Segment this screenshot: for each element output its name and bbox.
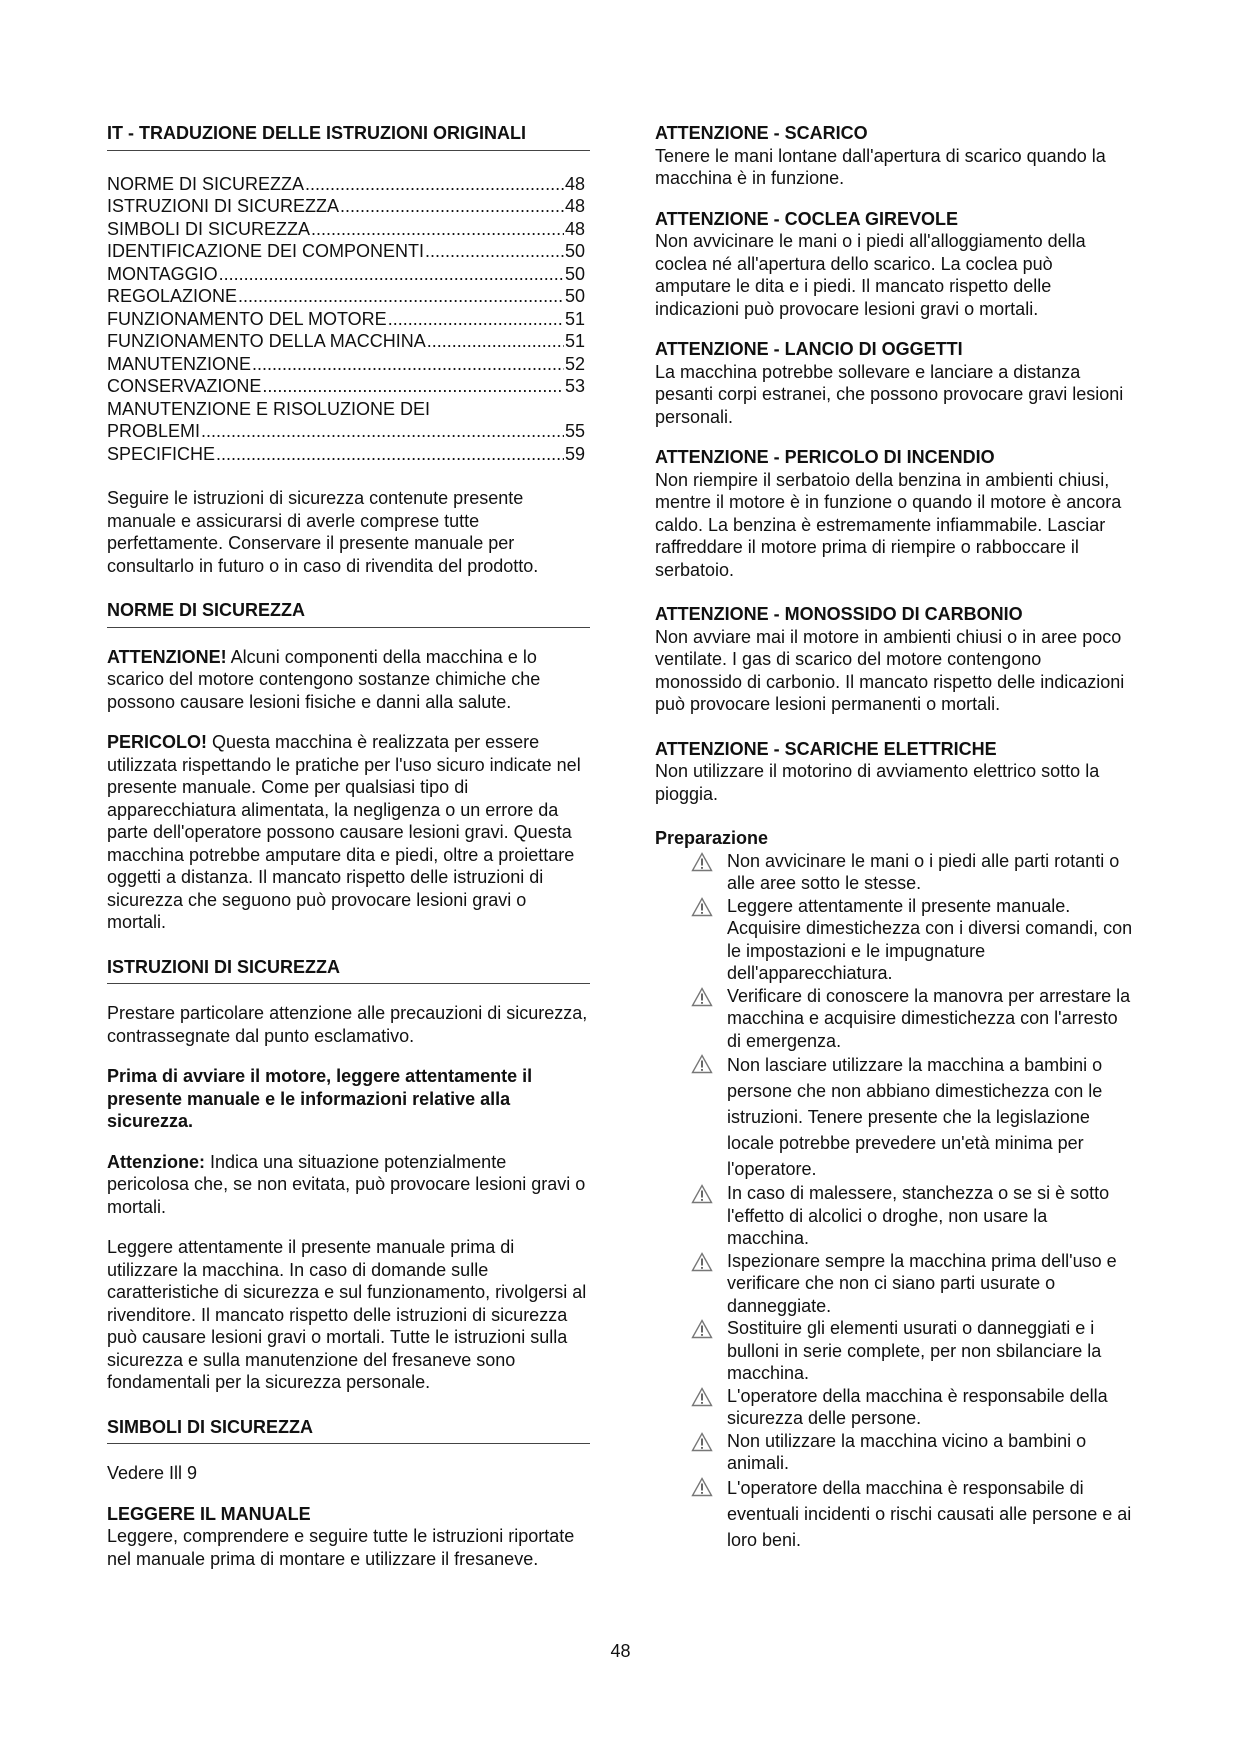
warning-triangle-icon (691, 1477, 713, 1497)
caution-paragraph: Attenzione: Indica una situazione potenzialmente pericolosa che, se non evitata, può provocare lesioni gravi o mortali. (107, 1151, 586, 1217)
warning-triangle-icon (691, 1252, 713, 1272)
subheading: LEGGERE IL MANUALE (107, 1503, 311, 1524)
preparation-heading: Preparazione (655, 828, 769, 848)
toc-entry[interactable]: MONTAGGIO ..... 50 (107, 263, 585, 286)
list-item: In caso di malessere, stanchezza o se si è sotto l'effetto di alcolici o droghe, non usare la macchina. (655, 1182, 1133, 1250)
list-item: Non avvicinare le mani o i piedi alle parti rotanti o alle aree sotto le stesse. (655, 850, 1133, 895)
warning-text: Non avvicinare le mani o i piedi all'alloggiamento della coclea né all'apertura dello scarico. La coclea può amputare le dita e i piedi. Il mancato rispetto delle indicazioni può provocare lesioni gravi o mortali. (655, 231, 1086, 319)
warning-triangle-icon (691, 852, 713, 872)
warning-triangle-icon (691, 1184, 713, 1204)
list-item: L'operatore della macchina è responsabile di eventuali incidenti o rischi causati alle persone e ai loro beni. (655, 1475, 1133, 1553)
toc-entry[interactable]: CONSERVAZIONE ..... 53 (107, 375, 585, 398)
toc-entry[interactable]: ISTRUZIONI DI SICUREZZA ..... 48 (107, 195, 585, 218)
warning-paragraph: ATTENZIONE! Alcuni componenti della macchina e lo scarico del motore contengono sostanze chimiche che possono causare lesioni fisiche e danni alla salute. (107, 646, 541, 712)
paragraph: Leggere, comprendere e seguire tutte le istruzioni riportate nel manuale prima di montare e utilizzare il fresaneve. (107, 1526, 575, 1569)
warning-triangle-icon (691, 897, 713, 917)
list-item: L'operatore della macchina è responsabile della sicurezza delle persone. (655, 1385, 1133, 1430)
warning-block (655, 603, 1133, 716)
toc-entry[interactable]: IDENTIFICAZIONE DEI COMPONENTI ..... 50 (107, 240, 585, 263)
document-title: IT - TRADUZIONE DELLE ISTRUZIONI ORIGINALI (107, 122, 590, 151)
warning-triangle-icon (691, 1387, 713, 1407)
warning-block (655, 738, 1133, 806)
list-item: Ispezionare sempre la macchina prima dell'uso e verificare che non ci siano parti usurate o danneggiate. (655, 1250, 1133, 1318)
paragraph: Leggere attentamente il presente manuale prima di utilizzare la macchina. In caso di domande sulle caratteristiche di sicurezza e sul funzionamento, rivolgersi al rivenditore. Il mancato rispetto delle istruzioni di sicurezza può causare lesioni gravi o mortali. Tutte le istruzioni sulla sicurezza e sulla manutenzione del fresaneve sono fondamentali per la sicurezza personale. (107, 1237, 587, 1392)
list-item: Verificare di conoscere la manovra per arrestare la macchina e acquisire dimestichezza con l'arresto di emergenza. (655, 985, 1133, 1053)
warning-heading: ATTENZIONE - MONOSSIDO DI CARBONIO (655, 604, 1023, 624)
warning-heading: ATTENZIONE - SCARICO (655, 123, 868, 143)
warning-triangle-icon (691, 1432, 713, 1452)
preparation-list (655, 850, 1133, 1553)
section-heading: ISTRUZIONI DI SICUREZZA (107, 956, 590, 985)
warning-text: Non utilizzare il motorino di avviamento elettrico sotto la pioggia. (655, 761, 1100, 804)
paragraph: Vedere Ill 9 (107, 1463, 198, 1483)
warning-text: Non riempire il serbatoio della benzina in ambienti chiusi, mentre il motore è in funzione o quando il motore è ancora caldo. La benzina è estremamente infiammabile. Lasciar raffreddare il motore prima di riempire o rabboccare il serbatoio. (655, 469, 1122, 580)
list-item: Non lasciare utilizzare la macchina a bambini o persone che non abbiano dimestichezza con le istruzioni. Tenere presente che la legislazione locale potrebbe prevedere un'età minima per l'operatore. (655, 1052, 1133, 1182)
toc-entry[interactable]: REGOLAZIONE ..... 50 (107, 285, 585, 308)
toc-entry[interactable]: NORME DI SICUREZZA ..... 48 (107, 173, 585, 196)
list-item: Non utilizzare la macchina vicino a bambini o animali. (655, 1430, 1133, 1475)
right-column (655, 122, 1133, 1553)
toc-entry[interactable]: FUNZIONAMENTO DEL MOTORE ..... 51 (107, 308, 585, 331)
section-heading: SIMBOLI DI SICUREZZA (107, 1416, 590, 1445)
warning-heading: ATTENZIONE - LANCIO DI OGGETTI (655, 339, 963, 359)
danger-paragraph: PERICOLO! Questa macchina è realizzata per essere utilizzata rispettando le pratiche per l'uso sicuro indicate nel presente manuale. Come per qualsiasi tipo di apparecchiatura alimentata, la negligenza o un errore da parte dell'operatore possono causare lesioni gravi. Questa macchina potrebbe amputare dita e piedi, oltre a proiettare oggetti a distanza. Il mancato rispetto delle istruzioni di sicurezza che seguono può provocare lesioni gravi o mortali. (107, 732, 581, 932)
warning-heading: ATTENZIONE - SCARICHE ELETTRICHE (655, 738, 997, 759)
section-heading: NORME DI SICUREZZA (107, 599, 590, 628)
toc-entry[interactable]: FUNZIONAMENTO DELLA MACCHINA ..... 51 (107, 330, 585, 353)
warning-triangle-icon (691, 987, 713, 1007)
warning-text: La macchina potrebbe sollevare e lanciare a distanza pesanti corpi estranei, che possono provocare gravi lesioni personali. (655, 361, 1124, 427)
warning-block (655, 122, 1133, 190)
left-column (107, 122, 590, 1570)
toc-entry[interactable]: SPECIFICHE ..... 59 (107, 443, 585, 466)
table-of-contents (107, 173, 590, 466)
paragraph: Prestare particolare attenzione alle precauzioni di sicurezza, contrassegnate dal punto esclamativo. (107, 1003, 588, 1046)
toc-entry[interactable]: MANUTENZIONE E RISOLUZIONE DEI (107, 398, 431, 419)
warning-block (655, 446, 1133, 581)
toc-entry[interactable]: MANUTENZIONE ..... 52 (107, 353, 585, 376)
warning-text: Non avviare mai il motore in ambienti chiusi o in aree poco ventilate. I gas di scarico del motore contengono monossido di carbonio. Il mancato rispetto delle indicazioni può provocare lesioni permanenti o mortali. (655, 626, 1125, 714)
warning-heading: ATTENZIONE - PERICOLO DI INCENDIO (655, 447, 995, 467)
toc-entry[interactable]: PROBLEMI ..... 55 (107, 420, 585, 443)
warning-block (655, 208, 1133, 321)
warning-triangle-icon (691, 1054, 713, 1074)
warning-triangle-icon (691, 1319, 713, 1339)
warning-text: Tenere le mani lontane dall'apertura di scarico quando la macchina è in funzione. (655, 145, 1106, 188)
bold-paragraph: Prima di avviare il motore, leggere attentamente il presente manuale e le informazioni relative alla sicurezza. (107, 1066, 533, 1131)
list-item: Sostituire gli elementi usurati o danneggiati e i bulloni in serie complete, per non sbilanciare la macchina. (655, 1317, 1133, 1385)
page-number: 48 (610, 1641, 631, 1661)
toc-entry[interactable]: SIMBOLI DI SICUREZZA ..... 48 (107, 218, 585, 241)
warning-block (655, 338, 1133, 428)
warning-heading: ATTENZIONE - COCLEA GIREVOLE (655, 208, 959, 229)
list-item: Leggere attentamente il presente manuale. Acquisire dimestichezza con i diversi comandi, con le impostazioni e le impugnature dell'apparecchiatura. (655, 895, 1133, 985)
intro-paragraph: Seguire le istruzioni di sicurezza contenute presente manuale e assicurarsi di averle comprese tutte perfettamente. Conservare il presente manuale per consultarlo in futuro o in caso di rivendita del prodotto. (107, 488, 539, 576)
